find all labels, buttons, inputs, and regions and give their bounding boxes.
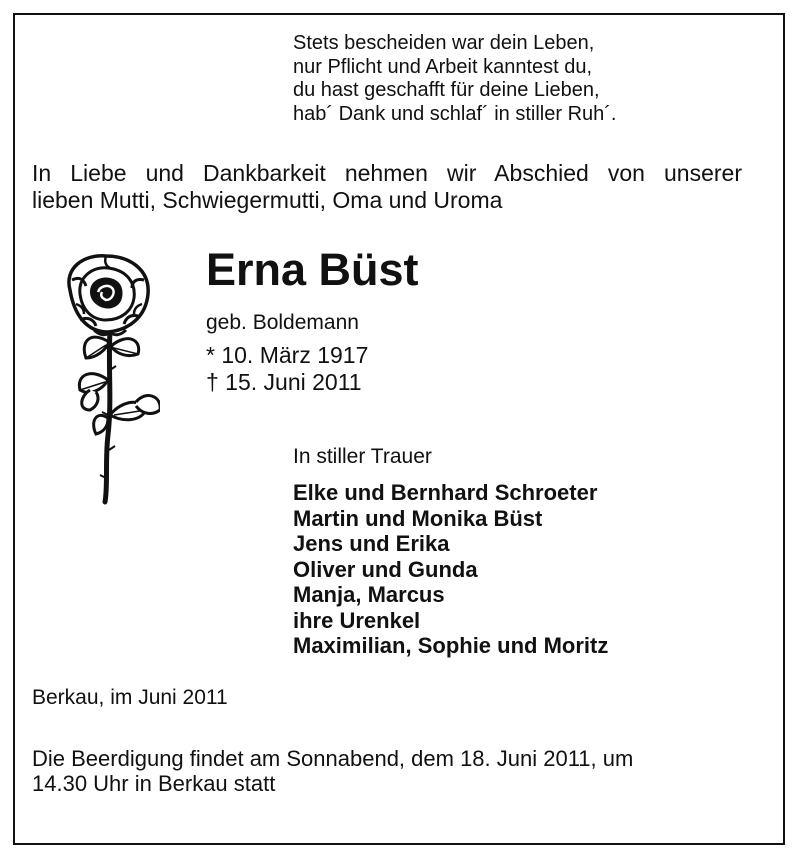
- poem-line: nur Pflicht und Arbeit kanntest du,: [293, 55, 593, 78]
- mourner-line: Manja, Marcus: [293, 582, 445, 607]
- mourner-line: Elke und Bernhard Schroeter: [293, 480, 598, 505]
- intro-line: lieben Mutti, Schwiegermutti, Oma und Uroma: [32, 187, 503, 213]
- poem-line: du hast geschafft für deine Lieben,: [293, 79, 600, 101]
- deceased-name: Erna Büst: [206, 244, 419, 295]
- mourner-line: Martin und Monika Büst: [293, 505, 543, 531]
- mourning-label: In stiller Trauer: [293, 445, 432, 468]
- funeral-notice: [32, 746, 633, 796]
- mourner-line: ihre Urenkel: [293, 607, 421, 633]
- funeral-line: 14.30 Uhr in Berkau statt: [32, 771, 276, 796]
- maiden-name: geb. Boldemann: [206, 311, 359, 334]
- death-date: † 15. Juni 2011: [206, 369, 362, 395]
- place-date: Berkau, im Juni 2011: [32, 686, 228, 709]
- poem-line: Stets bescheiden war dein Leben,: [293, 32, 595, 54]
- intro-text: [32, 160, 742, 214]
- poem-line: hab´ Dank und schlaf´ in stiller Ruh´.: [293, 102, 617, 125]
- mourners-list: [293, 480, 608, 659]
- poem: [293, 32, 616, 126]
- birth-date: * 10. März 1917: [206, 342, 369, 368]
- life-dates: [206, 342, 368, 396]
- mourner-line: Oliver und Gunda: [293, 556, 478, 582]
- mourner-line: Maximilian, Sophie und Moritz: [293, 633, 609, 658]
- rose-icon: [50, 250, 160, 505]
- intro-line: In Liebe und Dankbarkeit nehmen wir Abschied von unserer: [32, 160, 742, 186]
- funeral-line: Die Beerdigung findet am Sonnabend, dem 18. Juni 2011, um: [32, 746, 634, 771]
- mourner-line: Jens und Erika: [293, 531, 450, 556]
